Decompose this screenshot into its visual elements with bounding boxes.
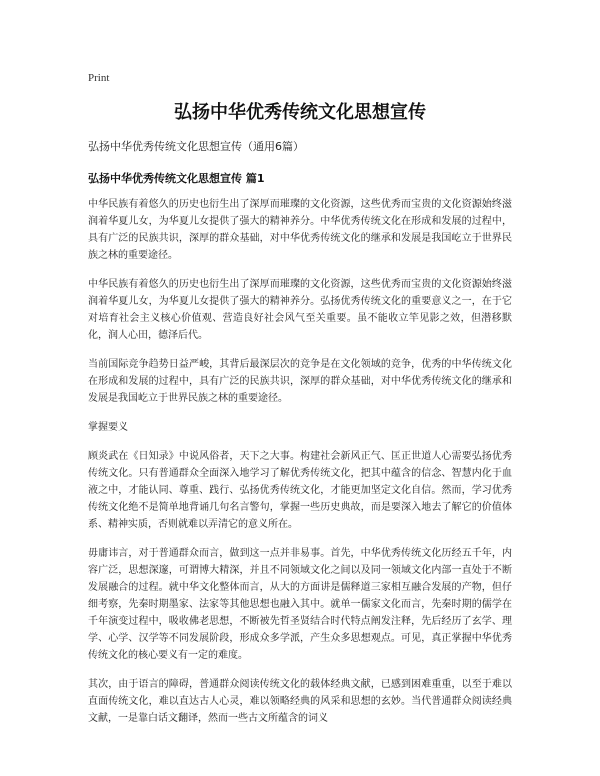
paragraph-5: 毋庸讳言，对于普通群众而言，做到这一点并非易事。首先，中华优秀传统文化历经五千年，内容广泛，思想深邃，可谓博大精深，并且不同领域文化之间以及同一领域文化内部一直处于不断发展融合的过程。就中华文化整体而言，从大的方面讲是儒释道三家相互融合发展的产物，但仔细考察，先秦时期墨家、法家等其他思想也融入其中。就单一儒家文化而言，先秦时期的儒学在千年演变过程中，吸收佛老思想，不断被先哲圣贤结合时代特点阐发注释，先后经历了玄学、理学、心学、汉学等不同发展阶段，形成众多学派，产生众多思想观点。可见，真正掌握中华优秀传统文化的核心要义有一定的难度。 (88, 548, 512, 661)
paragraph-2: 中华民族有着悠久的历史也衍生出了深厚而璀璨的文化资源，这些优秀而宝贵的文化资源始终滋润着华夏儿女，为华夏儿女提供了强大的精神养分。弘扬优秀传统文化的重要意义之一，在于它对培育社会主义核心价值观、营造良好社会风气至关重要。虽不能收立竿见影之效，但潜移默化，润人心田，德泽后代。 (88, 279, 512, 341)
paragraph-3: 当前国际竞争趋势日益严峻，其背后最深层次的竞争是在文化领域的竞争，优秀的中华传统文化在形成和发展的过程中，具有广泛的民族共识，深厚的群众基础，对中华优秀传统文化的继承和发展是我国屹立于世界民族之林的重要途径。 (88, 359, 512, 404)
paragraph-1: 中华民族有着悠久的历史也衍生出了深厚而璀璨的文化资源，这些优秀而宝贵的文化资源始终滋润着华夏儿女，为华夏儿女提供了强大的精神养分。中华优秀传统文化在形成和发展的过程中，具有广泛的民族共识，深厚的群众基础，对中华优秀传统文化的继承和发展是我国屹立于世界民族之林的重要途径。 (88, 199, 512, 261)
paragraph-4: 顾炎武在《日知录》中说风俗者，天下之大事。构建社会新风正气、匡正世道人心需要弘扬优秀传统文化。只有普通群众全面深入地学习了解优秀传统文化，把其中蕴含的信念、智慧内化于血液之中，才能认同、尊重、践行、弘扬优秀传统文化，才能更加坚定文化自信。然而，学习优秀传统文化绝不是简单地背诵几句名言警句，掌握一些历史典故，而是要深入地去了解它的价值体系、精神实质，否则就难以弄清它的意义所在。 (88, 451, 512, 530)
document-title: 弘扬中华优秀传统文化思想宣传 (174, 102, 426, 123)
key-heading: 掌握要义 (88, 422, 128, 433)
document-subtitle: 弘扬中华优秀传统文化思想宣传（通用6篇） (88, 140, 304, 153)
print-label[interactable]: Print (88, 72, 110, 84)
section-heading: 弘扬中华优秀传统文化思想宣传 篇1 (88, 172, 265, 185)
paragraph-6: 其次，由于语言的障碍，普通群众阅读传统文化的载体经典文献，已感到困难重重，以至于难以直面传统文化，难以直达古人心灵，难以领略经典的风采和思想的玄妙。当代普通群众阅读经典文献，一是靠白话文翻译，然而一些古文所蕴含的词义 (88, 679, 512, 724)
